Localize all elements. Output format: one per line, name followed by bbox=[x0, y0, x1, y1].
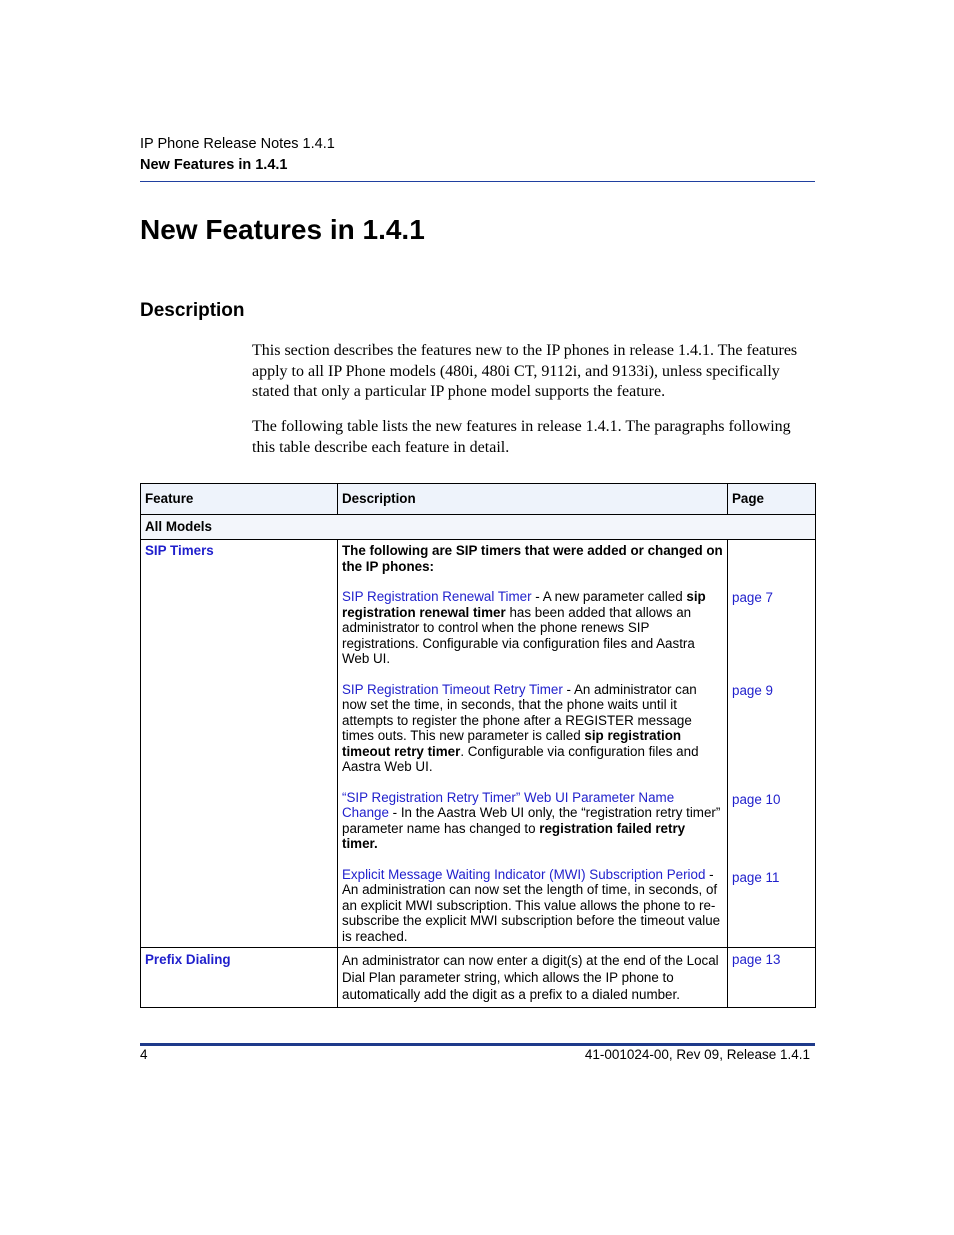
desc-text: . Configurable via configuration files and Aastra Web UI. bbox=[342, 743, 699, 774]
description-cell bbox=[338, 540, 728, 948]
section-heading: Description bbox=[140, 300, 245, 321]
page-link[interactable]: page 13 bbox=[732, 952, 781, 967]
table-row bbox=[141, 540, 816, 948]
list-item bbox=[342, 867, 723, 945]
header-description: Description bbox=[338, 484, 728, 515]
feature-cell bbox=[141, 948, 338, 1008]
desc-text: - A new parameter called bbox=[531, 589, 687, 604]
desc-link[interactable]: “SIP Registration Retry Timer” Web UI Parameter Name Change bbox=[342, 789, 675, 820]
desc-text: - In the Aastra Web UI only, the “registration retry timer” parameter name has changed to bbox=[342, 805, 721, 836]
table-row bbox=[141, 948, 816, 1008]
desc-link[interactable]: SIP Registration Timeout Retry Timer bbox=[342, 681, 563, 697]
desc-bold: registration failed retry timer. bbox=[342, 820, 686, 851]
sip-intro: The following are SIP timers that were added or changed on the IP phones: bbox=[342, 543, 723, 574]
intro-paragraph: This section describes the features new to the IP phones in release 1.4.1. The features apply to all IP Phone models (480i, 480i CT, 9112i, and 9133i), unless specifically stated that only a particular IP phone model supports the feature. bbox=[252, 342, 798, 400]
running-header-title: IP Phone Release Notes 1.4.1 bbox=[140, 136, 335, 152]
feature-link-sip-timers[interactable]: SIP Timers bbox=[145, 543, 214, 558]
list-item bbox=[342, 682, 723, 775]
table-header-row bbox=[141, 484, 816, 515]
list-item bbox=[342, 790, 723, 852]
page-link[interactable]: page 9 bbox=[732, 683, 773, 698]
group-row bbox=[141, 515, 816, 540]
desc-text: - An administrator can now set the time, in seconds, that the phone waits until it attempts to register the phone after a REGISTER message times outs. This new parameter is called bbox=[342, 681, 697, 743]
page-cell bbox=[728, 948, 816, 1008]
group-label: All Models bbox=[141, 515, 816, 540]
feature-link-prefix-dialing[interactable]: Prefix Dialing bbox=[145, 952, 231, 967]
prefix-description: An administrator can now enter a digit(s) at the end of the Local Dial Plan parameter string, which allows the IP phone to automatically add the digit as a prefix to a dialed number. bbox=[342, 953, 719, 1002]
document-id: 41-001024-00, Rev 09, Release 1.4.1 bbox=[584, 1047, 810, 1062]
header-feature: Feature bbox=[141, 484, 338, 515]
desc-link[interactable]: SIP Registration Renewal Timer bbox=[342, 589, 532, 604]
description-cell bbox=[338, 948, 728, 1008]
features-table bbox=[140, 483, 816, 1008]
running-header-section: New Features in 1.4.1 bbox=[140, 157, 288, 173]
page-link[interactable]: page 10 bbox=[732, 792, 781, 807]
page-title: New Features in 1.4.1 bbox=[140, 214, 425, 245]
desc-text: - An administration can now set the length of time, in seconds, of an explicit MWI subscription. This value allows the phone to re-subscribe the explicit MWI subscription before the timeout value is reached. bbox=[342, 866, 721, 944]
page-link[interactable]: page 11 bbox=[732, 870, 780, 885]
feature-cell bbox=[141, 540, 338, 948]
desc-bold: sip registration renewal timer bbox=[342, 589, 706, 620]
desc-bold: sip registration timeout retry timer bbox=[342, 728, 682, 759]
table-intro-paragraph: The following table lists the new features in release 1.4.1. The paragraphs following this table describe each feature in detail. bbox=[252, 418, 791, 456]
desc-link[interactable]: Explicit Message Waiting Indicator (MWI) Subscription Period bbox=[342, 866, 706, 882]
header-rule bbox=[140, 181, 815, 182]
list-item bbox=[342, 589, 723, 667]
page-link[interactable]: page 7 bbox=[732, 590, 773, 605]
page-cell bbox=[728, 540, 816, 948]
desc-text: has been added that allows an administrator to control when the phone renews SIP registrations. Configurable via configuration files and Aastra Web UI. bbox=[342, 604, 695, 666]
footer-rule bbox=[140, 1043, 815, 1046]
header-page: Page bbox=[728, 484, 816, 515]
page-number: 4 bbox=[140, 1047, 148, 1062]
